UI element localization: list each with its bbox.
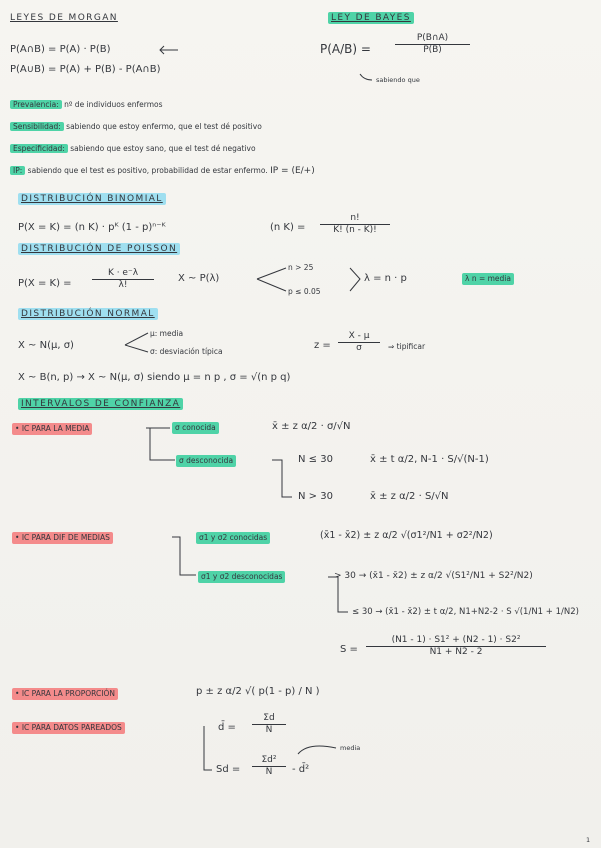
normal-tip: ⇒ tipificar xyxy=(388,342,426,351)
ic-media-label: • IC PARA LA MEDIA xyxy=(12,423,92,435)
morgan-eq1: P(A∩B) = P(A) · P(B) xyxy=(10,44,111,55)
bayes-fraction xyxy=(395,33,470,56)
intervals-title: INTERVALOS DE CONFIANZA xyxy=(18,398,183,410)
ic-media-known-formula: x̄ ± z α/2 · σ/√N xyxy=(272,421,351,432)
ic-dif-s-lhs: S = xyxy=(340,644,358,655)
page-number: 1 xyxy=(586,836,591,844)
definition-sensibilidad: Sensibilidad: sabiendo que estoy enfermo, que el test dé positivo xyxy=(10,121,262,133)
ic-paired-mean-fraction: $\frac{\Sigma d}{N}$ xyxy=(252,713,286,736)
poisson-fraction: $\frac{K \cdot e^-\lambda}{\lambda!}$ xyxy=(92,268,154,291)
poisson-cond-p: p ≤ 0.05 xyxy=(288,287,321,296)
ic-media-large: N > 30 xyxy=(298,491,333,502)
ic-prop-label: • IC PARA LA PROPORCIÓN xyxy=(12,688,118,700)
poisson-result: λ = n · p xyxy=(364,273,407,284)
definition-prevalencia: Prevalencia: nº de individuos enfermos xyxy=(10,99,163,111)
normal-z-lhs: z = xyxy=(314,340,331,351)
ic-media-known: σ conocida xyxy=(172,422,219,434)
ic-paired-mean-lhs: d̄ = xyxy=(218,722,236,733)
binomial-comb-lhs: (n K) = xyxy=(270,222,306,233)
bayes-title: LEY DE BAYES xyxy=(328,12,414,24)
ic-paired-sd-lhs: Sd = xyxy=(216,764,241,775)
ic-paired-label: • IC PARA DATOS PAREADOS xyxy=(12,722,125,734)
poisson-title: DISTRIBUCIÓN DE POISSON xyxy=(18,243,180,255)
ic-media-unknown: σ desconocida xyxy=(176,455,236,467)
definition-ip: IP: sabiendo que el test es positivo, probabilidad de estar enfermo. IP = (E/+) xyxy=(10,165,315,177)
normal-dist: X ~ N(μ, σ) xyxy=(18,340,74,351)
poisson-cond-n: n > 25 xyxy=(288,263,314,272)
definition-especificidad: Especificidad: sabiendo que estoy sano, que el test dé negativo xyxy=(10,143,256,155)
normal-approx: X ~ B(n, p) → X ~ N(μ, σ) siendo μ = n p , σ = √(n p q) xyxy=(18,372,291,383)
ic-dif-large-formula: > 30 → (x̄1 - x̄2) ± z α/2 √(S1²/N1 + S2²/N2) xyxy=(334,571,533,581)
bayes-denominator: P(B) xyxy=(423,45,442,55)
ic-dif-known-formula: (x̄1 - x̄2) ± z α/2 √(σ1²/N1 + σ2²/N2) xyxy=(320,530,493,541)
ic-paired-sd-tail: - d̄² xyxy=(292,764,310,775)
poisson-note: λ n = media xyxy=(462,273,514,285)
normal-sigma: σ: desviación típica xyxy=(150,347,223,356)
ic-prop-formula: p ± z α/2 √( p(1 - p) / N ) xyxy=(196,686,320,697)
normal-mu: μ: media xyxy=(150,329,184,338)
morgan-title: LEYES DE MORGAN xyxy=(10,13,118,23)
morgan-eq2: P(A∪B) = P(A) + P(B) - P(A∩B) xyxy=(10,64,161,75)
poisson-lhs: P(X = K) = xyxy=(18,278,72,289)
binomial-formula: P(X = K) = (n K) · pᴷ (1 - p)ⁿ⁻ᴷ xyxy=(18,222,166,233)
bayes-note: sabiendo que xyxy=(376,76,420,84)
ic-dif-known: σ1 y σ2 conocidas xyxy=(196,532,270,544)
binomial-title: DISTRIBUCIÓN BINOMIAL xyxy=(18,193,166,205)
normal-z-fraction: $\frac{X - \mu}{\sigma}$ xyxy=(338,331,380,354)
ic-media-small-formula: x̄ ± t α/2, N-1 · S/√(N-1) xyxy=(370,454,489,465)
normal-title: DISTRIBUCIÓN NORMAL xyxy=(18,308,158,320)
ic-media-small: N ≤ 30 xyxy=(298,454,333,465)
ic-dif-s-fraction: $\frac{\text{(N1 - 1) · S1² + (N2 - 1) · S2²}}{N1 + N2 - 2}$ xyxy=(366,635,546,658)
ic-dif-unknown: σ1 y σ2 desconocidas xyxy=(198,571,285,583)
ic-paired-media-note: media xyxy=(340,744,361,752)
ic-media-large-formula: x̄ ± z α/2 · S/√N xyxy=(370,491,449,502)
binomial-comb-fraction: $\frac{n!}{K! (n - K)!}$ xyxy=(320,213,390,236)
bayes-numerator: P(B∩A) xyxy=(395,33,470,45)
ic-paired-sd-fraction: $\frac{\text{Σd²}}{N}$ xyxy=(252,755,286,778)
ic-dif-small-formula: ≤ 30 → (x̄1 - x̄2) ± t α/2, N1+N2-2 · S √(1/N1 + 1/N2) xyxy=(352,607,579,617)
bayes-lhs: P(A/B) = xyxy=(320,42,371,56)
ic-dif-label: • IC PARA DIF DE MEDIAS xyxy=(12,532,113,544)
poisson-dist: X ~ P(λ) xyxy=(178,273,220,284)
